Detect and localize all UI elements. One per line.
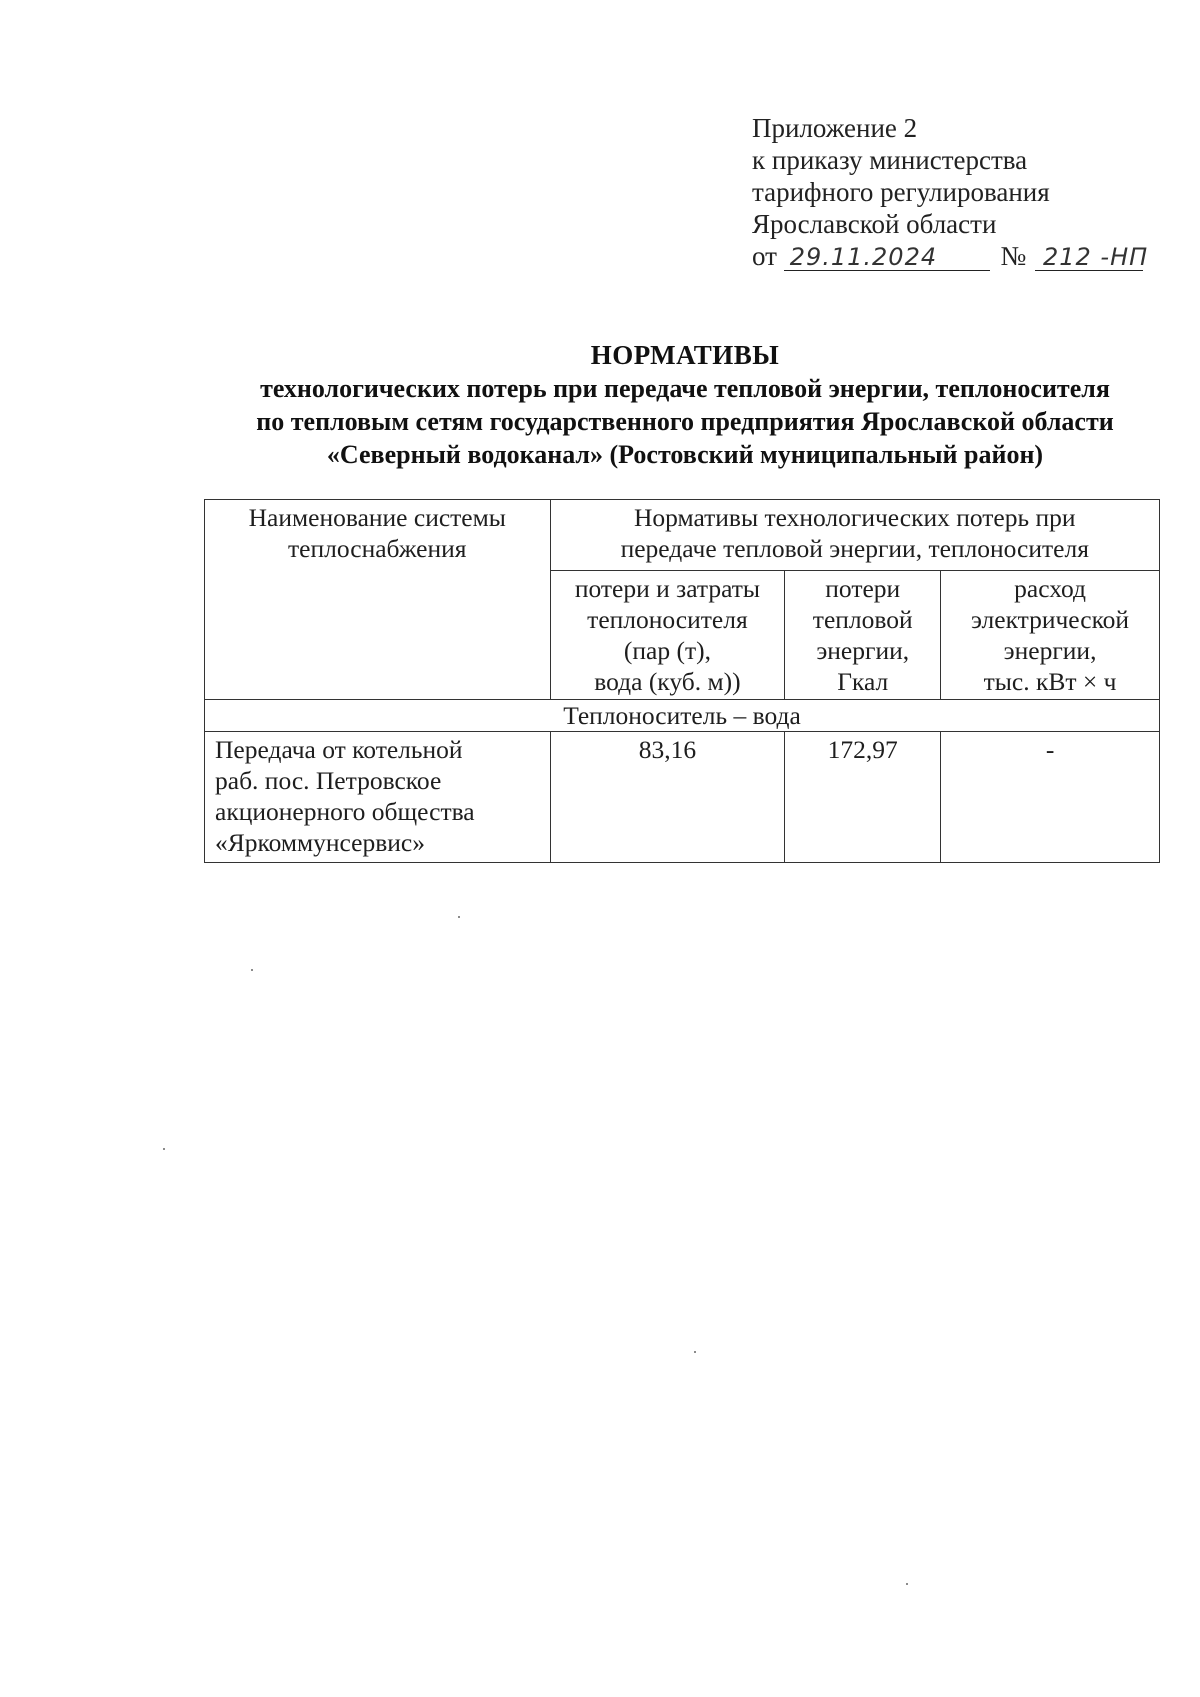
row-system-name (205, 732, 551, 863)
scan-speck (458, 916, 460, 918)
scan-speck (251, 969, 253, 971)
row-name-line: акционерного общества (215, 797, 475, 826)
row-carrier-losses: 83,16 (550, 732, 785, 863)
title-line-3: «Северный водоканал» (Ростовский муниципальный район) (326, 440, 1044, 469)
subheader-line: (пар (т), (623, 636, 711, 665)
scan-speck (163, 1148, 165, 1150)
appendix-line-1: Приложение 2 (752, 113, 918, 143)
appendix-date-line (752, 240, 1149, 272)
header-norms-cell (550, 500, 1159, 571)
table-header-row (205, 500, 1160, 571)
handwritten-date: 29.11.2024 (784, 244, 990, 271)
appendix-line-3: тарифного регулирования (752, 177, 1050, 207)
header-system-line: Наименование системы (248, 503, 506, 532)
subheader-line: электрической (971, 605, 1130, 634)
title-line-1: технологических потерь при передаче тепловой энергии, теплоносителя (260, 374, 1110, 403)
subheader-carrier-losses (550, 571, 785, 700)
title-line-2: по тепловым сетям государственного предприятия Ярославской области (256, 407, 1114, 436)
appendix-line-4: Ярославской области (752, 209, 997, 239)
table-row (205, 732, 1160, 863)
scan-speck (906, 1583, 908, 1585)
date-prefix: от (752, 241, 777, 271)
subheader-line: расход (1014, 574, 1086, 603)
row-name-line: «Яркоммунсервис» (215, 828, 425, 857)
table-section-row (205, 700, 1160, 732)
header-system-cell (205, 500, 551, 700)
subheader-heat-losses (785, 571, 941, 700)
subheader-line: тепловой (812, 605, 913, 634)
subheader-line: тыс. кВт × ч (983, 667, 1117, 696)
header-norms-line: передаче тепловой энергии, теплоносителя (620, 534, 1089, 563)
subheader-line: потери и затраты (574, 574, 761, 603)
number-label: № (1000, 241, 1027, 271)
subheader-line: теплоносителя (587, 605, 748, 634)
subheader-line: энергии, (1003, 636, 1097, 665)
subheader-line: энергии, (816, 636, 910, 665)
subheader-line: Гкал (837, 667, 889, 696)
row-electricity: - (941, 732, 1160, 863)
row-name-line: Передача от котельной (215, 735, 463, 764)
document-title (150, 338, 1200, 471)
handwritten-number: 212 -НП (1035, 244, 1143, 271)
appendix-block (752, 112, 1149, 272)
norms-table (204, 499, 1160, 863)
section-label: Теплоноситель – вода (205, 700, 1160, 732)
header-system-line: теплоснабжения (288, 534, 467, 563)
subheader-electricity (941, 571, 1160, 700)
scan-speck (694, 1351, 696, 1353)
title-main: НОРМАТИВЫ (590, 340, 780, 370)
subheader-line: вода (куб. м)) (594, 667, 741, 696)
row-name-line: раб. пос. Петровское (215, 766, 442, 795)
row-heat-losses: 172,97 (785, 732, 941, 863)
header-norms-line: Нормативы технологических потерь при (633, 503, 1076, 532)
appendix-line-2: к приказу министерства (752, 145, 1028, 175)
subheader-line: потери (825, 574, 901, 603)
